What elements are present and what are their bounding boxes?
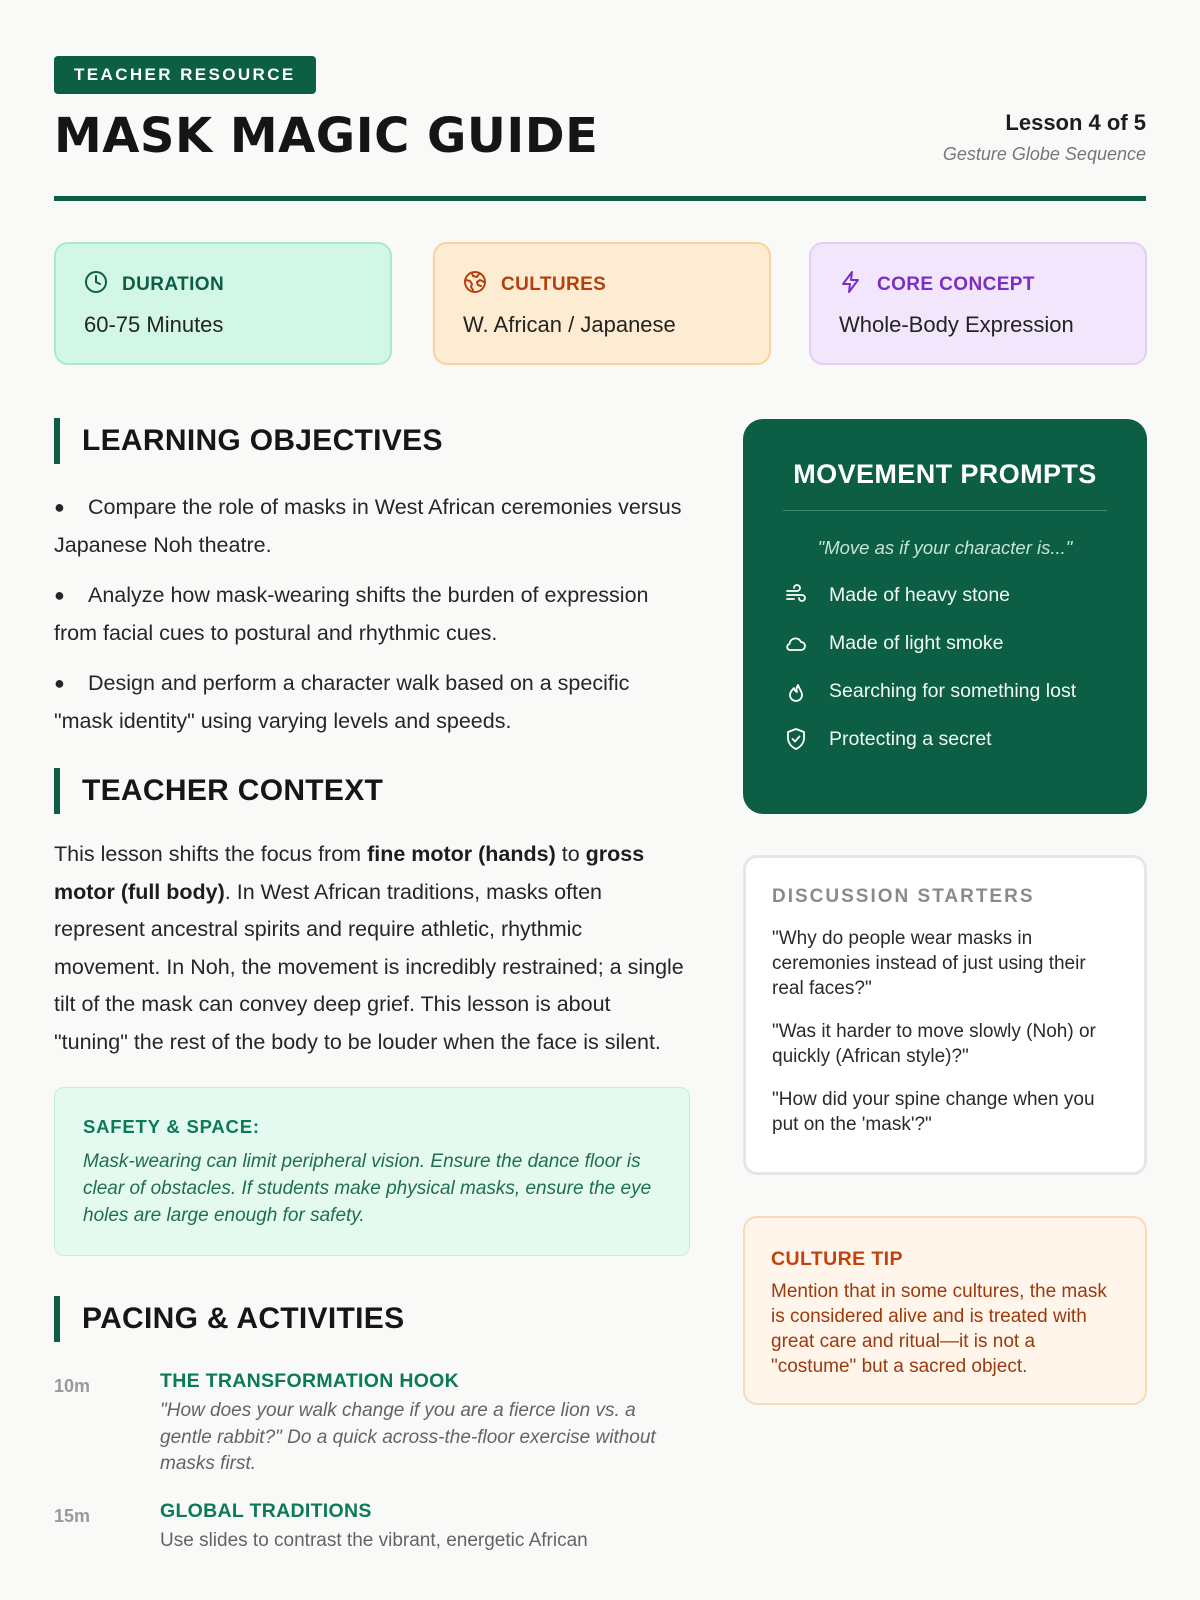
duration-value: 60-75 Minutes <box>84 312 224 337</box>
wind-icon <box>783 583 829 607</box>
lesson-sequence: Gesture Globe Sequence <box>942 144 1146 164</box>
activity-time: 15m <box>54 1505 91 1526</box>
discussion-starters-panel <box>743 855 1147 1175</box>
concept-card <box>809 242 1147 365</box>
bullet-icon: ● <box>54 673 65 693</box>
objectives-heading: LEARNING OBJECTIVES <box>54 418 690 464</box>
resource-badge: TEACHER RESOURCE <box>54 56 316 94</box>
activity-description: "How does your walk change if you are a fierce lion vs. a gentle rabbit?" Do a quick across-the-floor exercise without masks first. <box>160 1400 656 1474</box>
list-item: ● Compare the role of masks in West African ceremonies versus Japanese Noh theatre. <box>54 488 690 564</box>
concept-value: Whole-Body Expression <box>839 312 1074 337</box>
discussion-question: "How did your spine change when you put on the 'mask'?" <box>772 1089 1095 1135</box>
bullet-icon: ● <box>54 585 65 605</box>
main-column <box>54 418 690 1576</box>
activity-title: GLOBAL TRADITIONS <box>160 1499 372 1522</box>
prompts-divider <box>783 510 1107 511</box>
prompt-item <box>783 631 1107 655</box>
header-divider <box>54 196 1146 201</box>
tip-title: CULTURE TIP <box>771 1248 903 1270</box>
stat-cards <box>54 242 1146 365</box>
duration-label: DURATION <box>122 274 225 295</box>
flame-icon <box>783 679 829 703</box>
cultures-label: CULTURES <box>501 274 607 295</box>
bullet-icon: ● <box>54 497 65 517</box>
lightning-icon <box>839 270 863 300</box>
activity-time: 10m <box>54 1376 91 1396</box>
lesson-number: Lesson 4 of 5 <box>1005 110 1146 135</box>
shield-check-icon <box>783 727 829 751</box>
activity-item <box>54 1370 690 1478</box>
prompts-quote: "Move as if your character is..." <box>817 537 1073 558</box>
prompt-item <box>783 583 1107 607</box>
prompt-label: Made of heavy stone <box>829 583 1011 606</box>
safety-callout <box>54 1087 690 1256</box>
movement-prompts-panel <box>743 419 1147 814</box>
activity-description: Use slides to contrast the vibrant, energetic African <box>160 1529 588 1551</box>
tip-text: Mention that in some cultures, the mask is considered alive and is treated with great care and ritual—it is not a "costume" but a sacred object. <box>771 1281 1107 1377</box>
clock-icon <box>84 270 108 300</box>
discussion-title: DISCUSSION STARTERS <box>772 886 1035 907</box>
concept-label: CORE CONCEPT <box>877 274 1035 295</box>
culture-tip-panel <box>743 1216 1147 1405</box>
pacing-section <box>54 1296 690 1554</box>
page-title: MASK MAGIC GUIDE <box>54 108 599 164</box>
context-heading: TEACHER CONTEXT <box>54 768 690 814</box>
cultures-card <box>433 242 771 365</box>
prompts-title: MOVEMENT PROMPTS <box>793 459 1097 489</box>
activity-title: THE TRANSFORMATION HOOK <box>160 1370 460 1392</box>
prompt-label: Made of light smoke <box>829 631 1004 654</box>
prompt-item <box>783 679 1107 703</box>
safety-text: Mask-wearing can limit peripheral vision. Ensure the dance floor is clear of obstacles. If students make physical masks, ensure the eye holes are large enough for safety. <box>83 1151 652 1226</box>
objectives-list <box>54 488 690 740</box>
safety-title: SAFETY & SPACE: <box>83 1116 260 1137</box>
duration-card <box>54 242 392 365</box>
cultures-value: W. African / Japanese <box>463 312 676 337</box>
list-item: ● Analyze how mask-wearing shifts the burden of expression from facial cues to postural and rhythmic cues. <box>54 576 690 652</box>
lesson-info <box>943 110 1146 165</box>
prompt-item <box>783 727 1107 751</box>
discussion-question: "Why do people wear masks in ceremonies instead of just using their real faces?" <box>772 928 1086 999</box>
activity-item <box>54 1500 690 1555</box>
prompt-label: Protecting a secret <box>829 727 992 750</box>
teacher-context-section <box>54 768 690 1061</box>
pacing-heading: PACING & ACTIVITIES <box>54 1296 690 1342</box>
cloud-icon <box>783 631 829 655</box>
discussion-question: "Was it harder to move slowly (Noh) or quickly (African style)?" <box>772 1021 1096 1067</box>
activity-list <box>54 1370 690 1554</box>
prompt-label: Searching for something lost <box>829 679 1077 702</box>
context-paragraph: This lesson shifts the focus from fine motor (hands) to gross motor (full body). In West African traditions, masks often represent ancestral spirits and require athletic, rhythmic movement. In Noh, the movement is incredibly restrained; a single tilt of the mask can convey deep grief. This lesson is about "tuning" the rest of the body to be louder when the face is silent. <box>54 842 684 1054</box>
list-item: ● Design and perform a character walk based on a specific "mask identity" using varying levels and speeds. <box>54 664 690 740</box>
globe-icon <box>463 270 487 300</box>
